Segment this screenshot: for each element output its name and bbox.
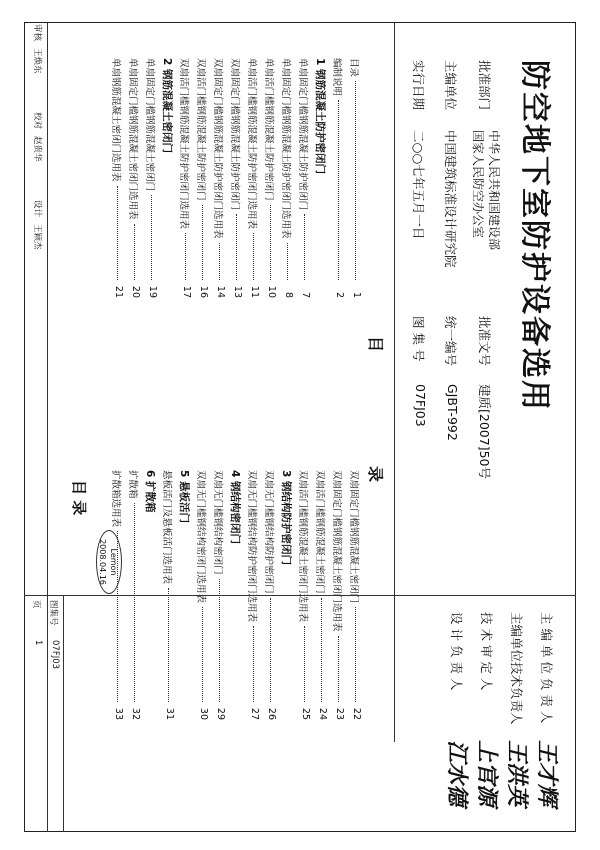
toc-leader-dots xyxy=(236,214,237,280)
toc-entry-page: 21 xyxy=(113,285,124,298)
doc-no-label: 批准文号 xyxy=(477,316,492,367)
toc-leader-dots xyxy=(117,186,118,280)
toc-entry-page: 23 xyxy=(334,707,345,720)
toc-entry-page: 30 xyxy=(198,707,209,720)
toc-entry-text: 双扇固定门槛钢筋混凝土密闭门选用表 xyxy=(331,470,342,632)
toc-leader-dots xyxy=(202,607,203,702)
toc-entry-text: 双扇无门槛钢结构防护密闭门选用表 xyxy=(246,470,257,623)
staff-role: 设 计 负 责 人 xyxy=(449,612,464,691)
toc-entry-page: 31 xyxy=(164,707,175,720)
toc-entry xyxy=(110,58,124,298)
toc-entry-text: 双扇活门槛钢筋混凝土密闭门选用表 xyxy=(297,470,308,623)
toc-leader-dots xyxy=(270,205,271,280)
toc-entry-text: 双扇无门槛钢结构密闭门 xyxy=(212,470,223,575)
toc-leader-dots xyxy=(253,626,254,702)
toc-entry-text: 目录 xyxy=(348,58,359,78)
stamp-line-1: Lemon xyxy=(109,548,118,576)
toc-entry-text: 悬板活门及悬板活门选用表 xyxy=(161,470,172,585)
proof-name: 赵贵华 xyxy=(32,136,42,162)
toc-entry-text: 扩散箱选用表 xyxy=(110,470,121,528)
toc-entry-page: 7 xyxy=(300,291,311,298)
toc-entry-page: 20 xyxy=(130,285,141,298)
toc-entry-page: 19 xyxy=(147,285,158,298)
toc-entry-page: 11 xyxy=(249,285,260,298)
toc-entry xyxy=(144,58,158,298)
toc-entry-text: 双扇固定门槛钢筋混凝土防护密闭门 xyxy=(229,58,240,211)
toc-section xyxy=(313,58,328,298)
toc-leader-dots xyxy=(304,626,305,702)
toc-entry-text: 双扇活门槛钢筋混凝土密闭门 xyxy=(314,470,325,594)
editor-value: 中国建筑标准设计研究院 xyxy=(443,130,458,268)
title-block-big-title: 目 录 xyxy=(70,480,88,516)
toc-entry xyxy=(195,58,209,298)
toc-leader-dots xyxy=(270,598,271,702)
toc-entry xyxy=(297,58,311,298)
staff-role: 主 编 单 位 负 责 人 xyxy=(539,612,554,724)
toc-entry-page: 1 xyxy=(351,291,362,298)
editor-label: 主编单位 xyxy=(443,60,458,111)
review-name: 王焕东 xyxy=(32,48,42,74)
approve-dept-label: 批准部门 xyxy=(477,60,492,111)
toc-entry-text: 单扇活门槛钢筋混凝土防护密闭门选用表 xyxy=(246,58,257,230)
toc-entry-text: 双扇固定门槛钢筋混凝土防护密闭门选用表 xyxy=(212,58,223,239)
staff-signature: 王才辉 xyxy=(534,740,560,807)
toc-leader-dots xyxy=(219,579,220,702)
uniform-no-value: GJBT-992 xyxy=(445,384,460,441)
atlas-no-label: 图 集 号 xyxy=(411,316,426,362)
title-block-top-line xyxy=(63,595,64,832)
toc-leader-dots xyxy=(134,503,135,702)
staff-signature: 上官源 xyxy=(474,740,500,807)
toc-entry-page: 25 xyxy=(300,707,311,720)
toc-leader-dots xyxy=(321,598,322,702)
toc-entry-text: 单扇固定门槛钢筋混凝土防护密闭门 xyxy=(297,58,308,211)
toc-entry-text: 2 钢筋混凝土密闭门 xyxy=(161,58,173,153)
toc-entry-text: 单扇钢筋混凝土密闭门选用表 xyxy=(110,58,121,182)
toc-entry-text: 双扇活门槛钢筋混凝土防护密闭门选用表 xyxy=(178,58,189,230)
toc-leader-dots xyxy=(219,243,220,280)
toc-entry-text: 单扇固定门槛钢筋混凝土密闭门选用表 xyxy=(127,58,138,220)
stamp-line-2: 2008.04.16 xyxy=(98,539,107,585)
atlas-label-tb: 图集号 xyxy=(48,600,58,626)
toc-leader-dots xyxy=(355,81,356,280)
toc-entry-text: 单扇活门槛钢筋混凝土防护密闭门 xyxy=(263,58,274,201)
toc-entry-page: 17 xyxy=(181,285,192,298)
toc-entry xyxy=(178,58,192,298)
toc-entry xyxy=(280,58,294,298)
toc-leader-dots xyxy=(287,243,288,280)
proof-label: 校对 xyxy=(32,112,42,130)
toc-entry-text: 扩散箱 xyxy=(127,470,138,499)
section-divider xyxy=(394,22,395,742)
toc-entry-text: 双扇活门槛钢筋混凝土防护密闭门 xyxy=(195,58,206,201)
toc-heading-2: 录 xyxy=(366,466,385,483)
toc-leader-dots xyxy=(338,636,339,702)
receipt-stamp xyxy=(96,530,122,594)
toc-entry-page: 22 xyxy=(351,707,362,720)
toc-entry-text: 双扇固定门槛钢筋混凝土密闭门 xyxy=(348,470,359,604)
toc-entry-text: 1 钢筋混凝土防护密闭门 xyxy=(314,58,326,174)
staff-signature: 王洪英 xyxy=(504,740,530,807)
toc-entry xyxy=(229,58,243,298)
toc-leader-dots xyxy=(168,588,169,702)
title-block-left-line xyxy=(24,595,576,596)
toc-leader-dots xyxy=(202,205,203,280)
toc-entry xyxy=(263,58,277,298)
main-title: 防空地下室防护设备选用 xyxy=(517,60,552,412)
toc-entry-page: 24 xyxy=(317,707,328,720)
approve-dept-value-1: 中华人民共和国建设部 xyxy=(487,130,501,251)
toc-leader-dots xyxy=(134,224,135,280)
toc-entry-text: 5 悬板活门 xyxy=(178,470,190,523)
toc-entry xyxy=(246,58,260,298)
doc-no-value: 建质[2007]50号 xyxy=(477,384,492,479)
toc-entry-page: 10 xyxy=(266,285,277,298)
approve-dept-value-2: 国家人民防空办公室 xyxy=(471,130,485,239)
toc-entry-page: 14 xyxy=(215,285,226,298)
atlas-no-value: 07FJ03 xyxy=(413,384,428,427)
toc-leader-dots xyxy=(338,100,339,280)
toc-entry-page: 2 xyxy=(334,291,345,298)
staff-signature: 江水德 xyxy=(444,740,470,807)
design-name: 王颖杰 xyxy=(32,224,42,250)
design-label: 设计 xyxy=(32,200,42,218)
toc-entry-page: 29 xyxy=(215,707,226,720)
toc-entry-text: 4 钢结构密闭门 xyxy=(229,470,241,544)
toc-entry xyxy=(331,58,345,298)
toc-entry-text: 双扇无门槛钢结构防护密闭门 xyxy=(263,470,274,594)
atlas-value-tb: 07FJ03 xyxy=(50,640,60,670)
toc-entry-page: 26 xyxy=(266,707,277,720)
toc-entry-page: 33 xyxy=(113,707,124,720)
toc-entry xyxy=(127,58,141,298)
toc-entry xyxy=(212,58,226,298)
toc-entry-text: 3 钢结构防护密闭门 xyxy=(280,470,292,565)
toc-entry-page: 8 xyxy=(283,291,294,298)
page-value-tb: 1 xyxy=(33,640,43,646)
toc-section xyxy=(160,58,175,298)
toc-leader-dots xyxy=(185,233,186,280)
staff-role: 技 术 审 定 人 xyxy=(479,612,494,691)
date-value: 二○○七年五月一日 xyxy=(411,130,426,240)
toc-entry-page: 13 xyxy=(232,285,243,298)
toc-leader-dots xyxy=(253,233,254,280)
toc-entry-text: 6 扩散箱 xyxy=(144,470,156,513)
toc-entry-text: 双扇无门槛钢结构密闭门选用表 xyxy=(195,470,206,604)
toc-entry-text: 单扇固定门槛钢筋混凝土防护密闭门选用表 xyxy=(280,58,291,239)
toc-leader-dots xyxy=(151,195,152,280)
toc-entry-text: 单扇固定门槛钢筋混凝土密闭门 xyxy=(144,58,155,192)
review-label: 审核 xyxy=(32,24,42,42)
toc-entry xyxy=(348,58,362,298)
title-block-mid-line xyxy=(47,22,48,832)
toc-heading-1: 目 xyxy=(366,336,385,353)
staff-role: 主编单位技术负责人 xyxy=(509,612,524,725)
date-label: 实行日期 xyxy=(411,60,426,111)
toc-entry-page: 27 xyxy=(249,707,260,720)
toc-entry-text: 编制说明 xyxy=(331,58,342,97)
toc-entry-page: 16 xyxy=(198,285,209,298)
toc-leader-dots xyxy=(304,214,305,280)
toc-leader-dots xyxy=(355,607,356,702)
page-label-tb: 页 xyxy=(31,600,41,609)
uniform-no-label: 统一编号 xyxy=(443,316,458,367)
toc-entry-page: 32 xyxy=(130,707,141,720)
